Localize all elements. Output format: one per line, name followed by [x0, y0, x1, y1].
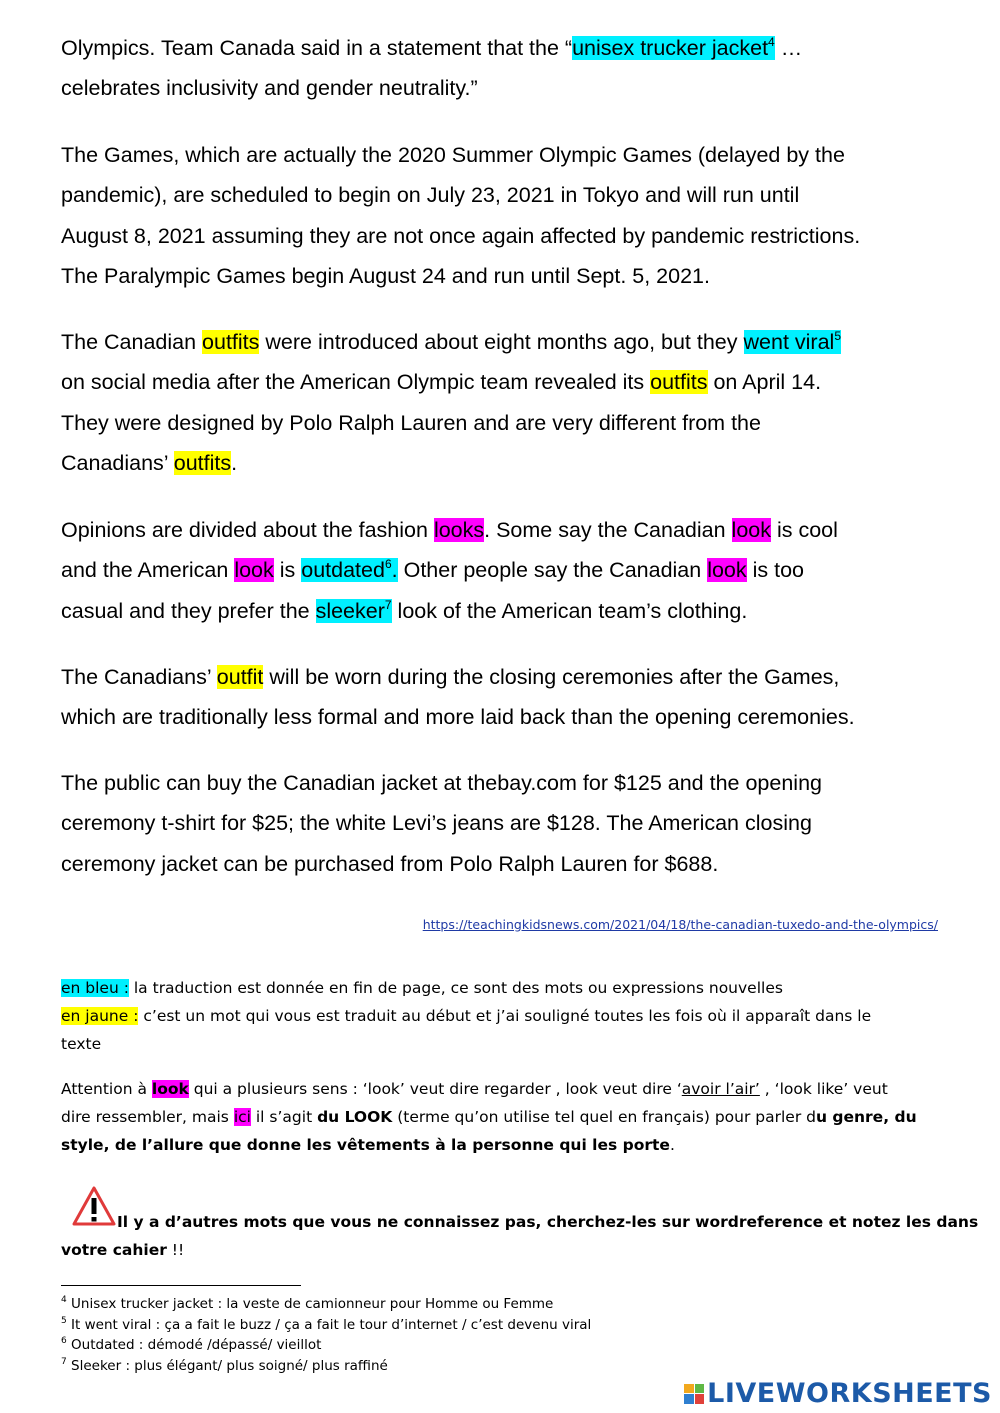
footnote-5: $^5$ It went viral : ça a fait le buzz / ça a fait le tour d’internet / c’est devenu viral	[61, 1315, 592, 1333]
paragraph-5: The Canadians’ outfit will be worn during the closing ceremonies after the Games, which are traditionally less formal and more laid back than the opening ceremonies.	[61, 665, 855, 730]
footnote-divider	[61, 1285, 301, 1286]
logo-mark-icon	[684, 1384, 704, 1404]
highlight-magenta: look	[707, 558, 747, 583]
paragraph-2: The Games, which are actually the 2020 Summer Olympic Games (delayed by the pandemic), are scheduled to begin on July 23, 2021 in Tokyo and will run until August 8, 2021 assuming they are not once again affected by pandemic restrictions. The Paralympic Games begin August 24 and run until Sept. 5, 2021.	[61, 143, 861, 288]
footnote-6: $^6$ Outdated : démodé /dépassé/ vieillot	[61, 1336, 322, 1353]
paragraph-1: Olympics. Team Canada said in a statement that the “unisex trucker jacket$^4$ … celebrates inclusivity and gender neutrality.”	[61, 28, 946, 109]
footnote-ref: 6	[384, 557, 392, 572]
footnote-ref: 4	[768, 35, 775, 49]
legend-blue-label: en bleu :	[61, 979, 129, 997]
footnotes	[61, 1294, 591, 1376]
footnote-7: $^7$ Sleeker : plus élégant/ plus soigné/ plus raffiné	[61, 1356, 388, 1374]
highlight-yellow: outfit	[216, 665, 264, 689]
footnote-ref: 5	[834, 329, 841, 343]
highlight-yellow: outfits	[173, 450, 232, 475]
logo-text: LIVEWORKSHEETS	[707, 1378, 992, 1409]
legend: en bleu : la traduction est donnée en fin de page, ce sont des mots ou expressions nouvelles en jaune : c’est un mot qui vous est traduit au début et j’ai souligné toutes les fois où il apparaît dans le texte	[61, 979, 872, 1053]
footnote-4: $^4$ Unisex trucker jacket : la veste de camionneur pour Homme ou Femme	[61, 1295, 554, 1312]
paragraph-6: The public can buy the Canadian jacket at thebay.com for $125 and the opening ceremony t-shirt for $25; the white Levi’s jeans are $128. The American closing ceremony jacket can be purchased from Polo Ralph Lauren for $688.	[61, 771, 822, 876]
footnote-ref: 7	[384, 597, 392, 612]
legend-yellow-label: en jaune :	[61, 1007, 139, 1025]
highlight-magenta: ici	[233, 1108, 251, 1126]
highlight-magenta: look	[731, 518, 771, 542]
paragraph-4: Opinions are divided about the fashion looks. Some say the Canadian look is cool and the American look is outdated$^6$. Other people say the Canadian look is too casual and they prefer the sleeker$^7$ look of the American team’s clothing.	[61, 518, 838, 623]
highlight-yellow: outfits	[650, 370, 708, 395]
warning-note: Il y a d’autres mots que vous ne connaissez pas, cherchez-les sur wordreference et notez les dans votre cahier !!	[61, 1213, 979, 1259]
text: celebrates inclusivity and gender neutrality.”	[61, 76, 478, 101]
highlight-blue: outdated$^6$.	[301, 557, 398, 583]
paragraph-3: The Canadian outfits were introduced about eight months ago, but they went viral$^5$ on social media after the American Olympic team revealed its outfits on April 14. They were designed by Polo Ralph Lauren and are very different from the Canadians’ outfits.	[61, 329, 841, 475]
highlight-magenta: look	[151, 1080, 189, 1098]
highlight-blue: sleeker$^7$	[315, 597, 392, 623]
highlight-blue: went viral$^5$	[743, 329, 841, 354]
highlight-yellow: outfits	[202, 330, 260, 354]
source-link[interactable]: https://teachingkidsnews.com/2021/04/18/the-canadian-tuxedo-and-the-olympics/	[422, 917, 938, 932]
highlight-magenta: look	[234, 558, 274, 583]
liveworksheets-logo[interactable]	[684, 1378, 992, 1409]
attention-note: Attention à look qui a plusieurs sens : ‘look’ veut dire regarder , look veut dire ‘avoir l’air’ , ‘look like’ veut dire ressembler, mais ici il s’agit du LOOK (terme qu’on utilise tel quel en français) pour parler du genre, du style, de l’allure que donne les vêtements à la personne qui les porte.	[61, 1080, 917, 1154]
highlight-magenta: looks	[433, 518, 485, 542]
text: Olympics. Team Canada said in a statement that the “	[61, 36, 573, 60]
highlight-blue: unisex trucker jacket$^4$	[572, 35, 775, 60]
